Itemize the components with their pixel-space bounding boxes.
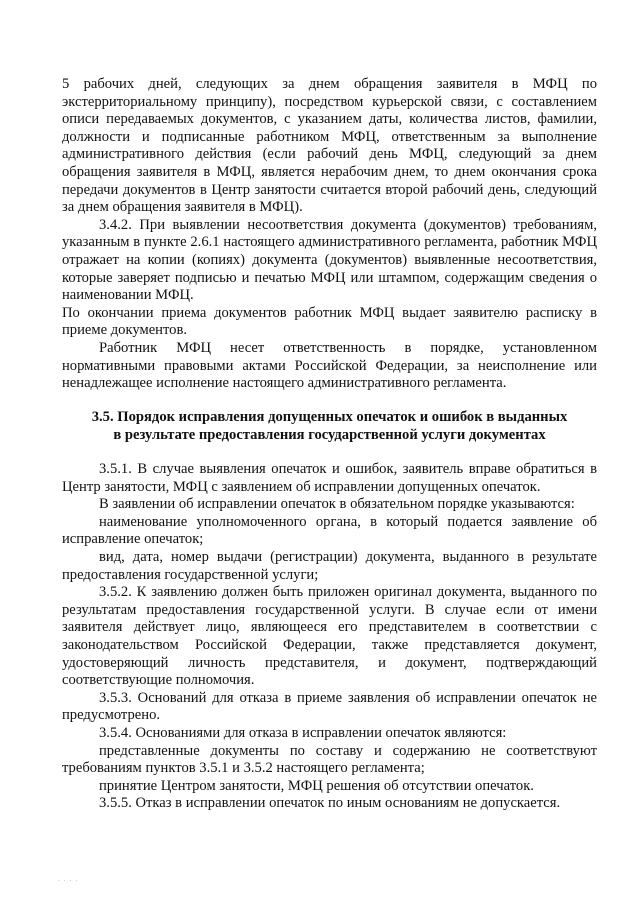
paragraph-mismatch-reason: представленные документы по составу и содержанию не соответствуют требованиям пунктов 3.5.1 и 3.5.2 настоящего регламента; bbox=[62, 742, 597, 777]
text-block-bottom bbox=[62, 461, 597, 813]
scan-artifact-mark: . . . . bbox=[58, 876, 79, 883]
paragraph-3-5-4: 3.5.4. Основаниями для отказа в исправлении опечаток являются: bbox=[99, 724, 507, 741]
section-heading-line-2: в результате предоставления государственной услуги документах bbox=[113, 427, 546, 443]
paragraph-3-5-1: 3.5.1. В случае выявления опечаток и ошибок, заявитель вправе обратиться в Центр занятости, МФЦ с заявлением об исправлении допущенных опечаток. bbox=[62, 461, 597, 495]
paragraph-no-typos-decision: принятие Центром занятости, МФЦ решения об отсутствии опечаток. bbox=[99, 777, 534, 794]
paragraph-3-4-2: 3.4.2. При выявлении несоответствия документа (документов) требованиям, указанным в пункте 2.6.1 настоящего административного регламента, работник МФЦ отражает на копии (копиях) документа (документов) выявленные несоответствия, которые заверяет подписью и печатью МФЦ или штампом, содержащим сведения о наименовании МФЦ. bbox=[62, 216, 597, 304]
paragraph-document-details: вид, дата, номер выдачи (регистрации) документа, выданного в результате предоставления государственной услуги; bbox=[62, 548, 597, 583]
paragraph-3-5-2: 3.5.2. К заявлению должен быть приложен оригинал документа, выданного по результатам предоставления государственной услуги. В случае если от имени заявителя действует лицо, являющееся его представителем в соответствии с законодательством Российской Федерации, также представляется документ, удостоверяющий личность представителя, и документ, подтверждающий соответствующие полномочия. bbox=[62, 584, 597, 689]
paragraph-3-5-5: 3.5.5. Отказ в исправлении опечаток по иным основаниям не допускается. bbox=[99, 795, 561, 812]
paragraph-statement-contents: В заявлении об исправлении опечаток в обязательном порядке указываются: bbox=[99, 496, 575, 513]
paragraph-3-5-3: 3.5.3. Оснований для отказа в приеме заявления об исправлении опечаток не предусмотрено. bbox=[62, 689, 597, 724]
section-heading-3-5 bbox=[62, 408, 597, 444]
paragraph-receipt: По окончании приема документов работник МФЦ выдает заявителю расписку в приеме документов. bbox=[62, 304, 597, 339]
paragraph-responsibility: Работник МФЦ несет ответственность в порядке, установленном нормативными правовыми актами Российской Федерации, за неисполнение или ненадлежащее исполнение настоящего административного регламента. bbox=[62, 339, 597, 392]
section-heading-line-1: 3.5. Порядок исправления допущенных опечаток и ошибок в выданных bbox=[91, 409, 568, 425]
paragraph-authority-name: наименование уполномоченного органа, в который подается заявление об исправление опечаток; bbox=[62, 513, 597, 548]
paragraph-continuation: 5 рабочих дней, следующих за днем обращения заявителя в МФЦ по экстерриториальному принципу), посредством курьерской связи, с составлением описи передаваемых документов, с указанием даты, количества листов, фамилии, должности и подписанные работником МФЦ, ответственным за выполнение административного действия (если рабочий день МФЦ, следующий за днем обращения заявителя в МФЦ, является нерабочим днем, то днем окончания срока передачи документов в Центр занятости считается второй рабочий день, следующий за днем обращения заявителя в МФЦ). bbox=[62, 76, 597, 216]
text-block-top bbox=[62, 76, 597, 393]
